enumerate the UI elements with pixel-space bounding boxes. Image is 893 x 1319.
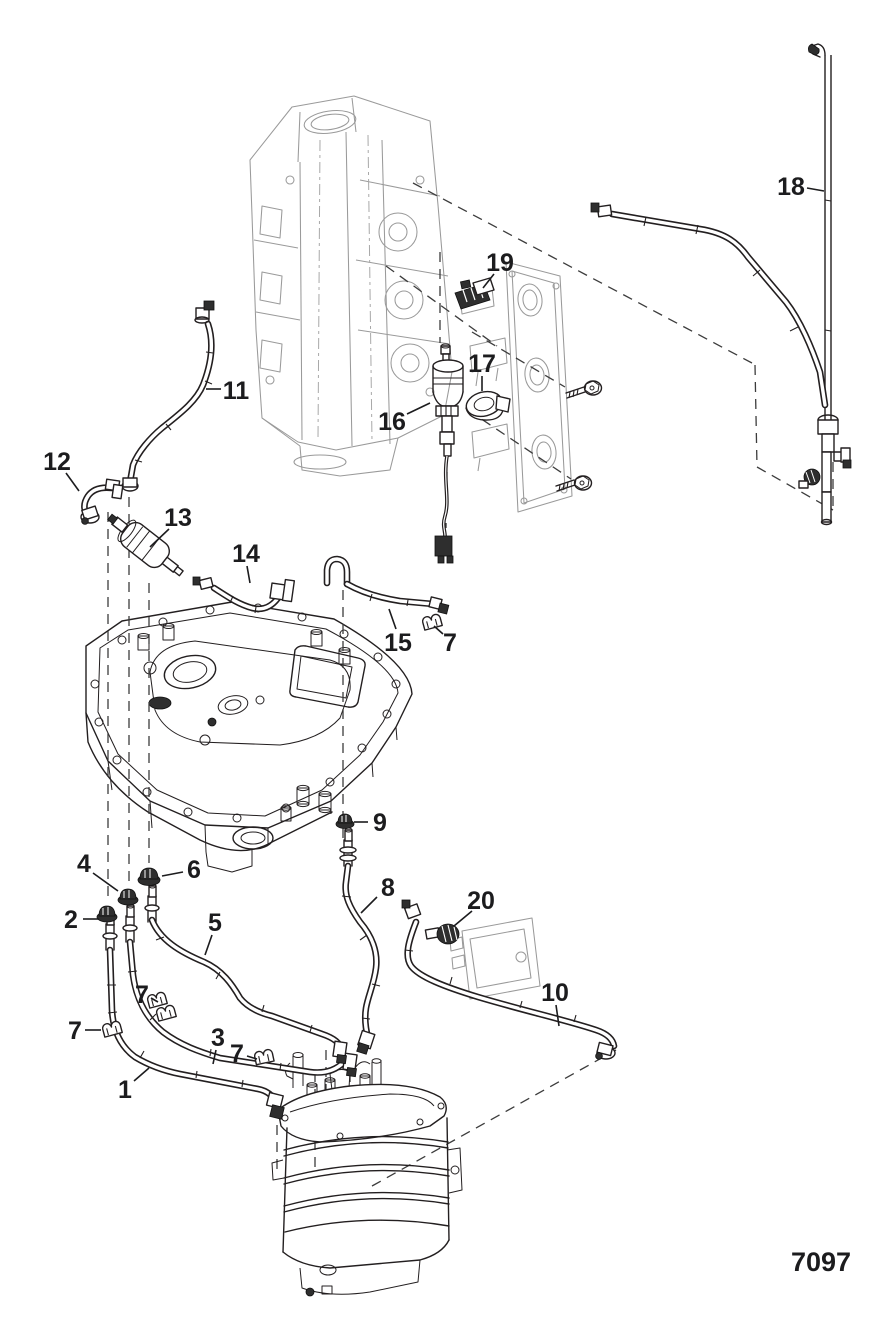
callout-7: 7 xyxy=(443,629,457,657)
callout-leader-8 xyxy=(361,897,377,913)
adapter-plate xyxy=(86,602,412,872)
callout-7: 7 xyxy=(230,1040,244,1068)
callout-leader-14 xyxy=(247,566,250,583)
callout-leader-6 xyxy=(162,872,183,876)
callout-9: 9 xyxy=(373,809,387,837)
callout-7: 7 xyxy=(135,981,149,1009)
clip-7-b1 xyxy=(147,991,168,1008)
callout-19: 19 xyxy=(486,249,514,277)
clip-7-c xyxy=(254,1049,274,1065)
callout-16: 16 xyxy=(378,408,406,436)
callout-leader-5 xyxy=(205,935,212,955)
callout-5: 5 xyxy=(208,909,222,937)
callout-12: 12 xyxy=(43,448,71,476)
hose-8 xyxy=(340,828,380,1054)
flange-bolt-upper xyxy=(566,381,602,398)
callout-13: 13 xyxy=(164,504,192,532)
callout-leader-7 xyxy=(434,626,443,634)
callout-14: 14 xyxy=(232,540,260,568)
callout-leader-16 xyxy=(407,403,430,414)
figure-number: 7097 xyxy=(790,1247,852,1277)
tube-end-fitting xyxy=(591,203,851,525)
part-17-clamp-ring xyxy=(464,388,510,420)
part-15-hose xyxy=(327,559,449,614)
clip-7-b2 xyxy=(156,1004,177,1021)
callout-20: 20 xyxy=(467,887,495,915)
callout-leader-18 xyxy=(807,188,824,191)
callout-17: 17 xyxy=(468,350,496,378)
clip-7-d xyxy=(422,613,443,630)
module-bracket-ghost xyxy=(450,918,540,999)
callout-2: 2 xyxy=(64,906,78,934)
part-18-tube xyxy=(591,44,851,525)
callout-1: 1 xyxy=(118,1076,132,1104)
callout-6: 6 xyxy=(187,856,201,884)
vapor-separator-tank xyxy=(272,1053,462,1297)
part-2-nut xyxy=(97,906,117,922)
callout-10: 10 xyxy=(541,979,569,1007)
callout-18: 18 xyxy=(777,173,805,201)
callout-leader-4 xyxy=(93,873,118,891)
callout-11: 11 xyxy=(222,377,250,405)
callout-7: 7 xyxy=(68,1017,82,1045)
callout-8: 8 xyxy=(381,874,395,902)
part-4-nut xyxy=(118,889,138,905)
callout-leader-1 xyxy=(134,1068,149,1081)
callout-4: 4 xyxy=(77,850,91,878)
part-20-fitting xyxy=(425,924,459,944)
part-16-sensor xyxy=(433,344,463,563)
callout-15: 15 xyxy=(384,629,412,657)
part-6-nut xyxy=(138,868,160,886)
part-11-hose xyxy=(122,301,214,491)
hose-10 xyxy=(402,900,615,1059)
callout-leader-15 xyxy=(389,609,396,629)
engine-block-ghost xyxy=(250,96,452,476)
callout-3: 3 xyxy=(211,1024,225,1052)
part-9-nut xyxy=(336,814,354,829)
